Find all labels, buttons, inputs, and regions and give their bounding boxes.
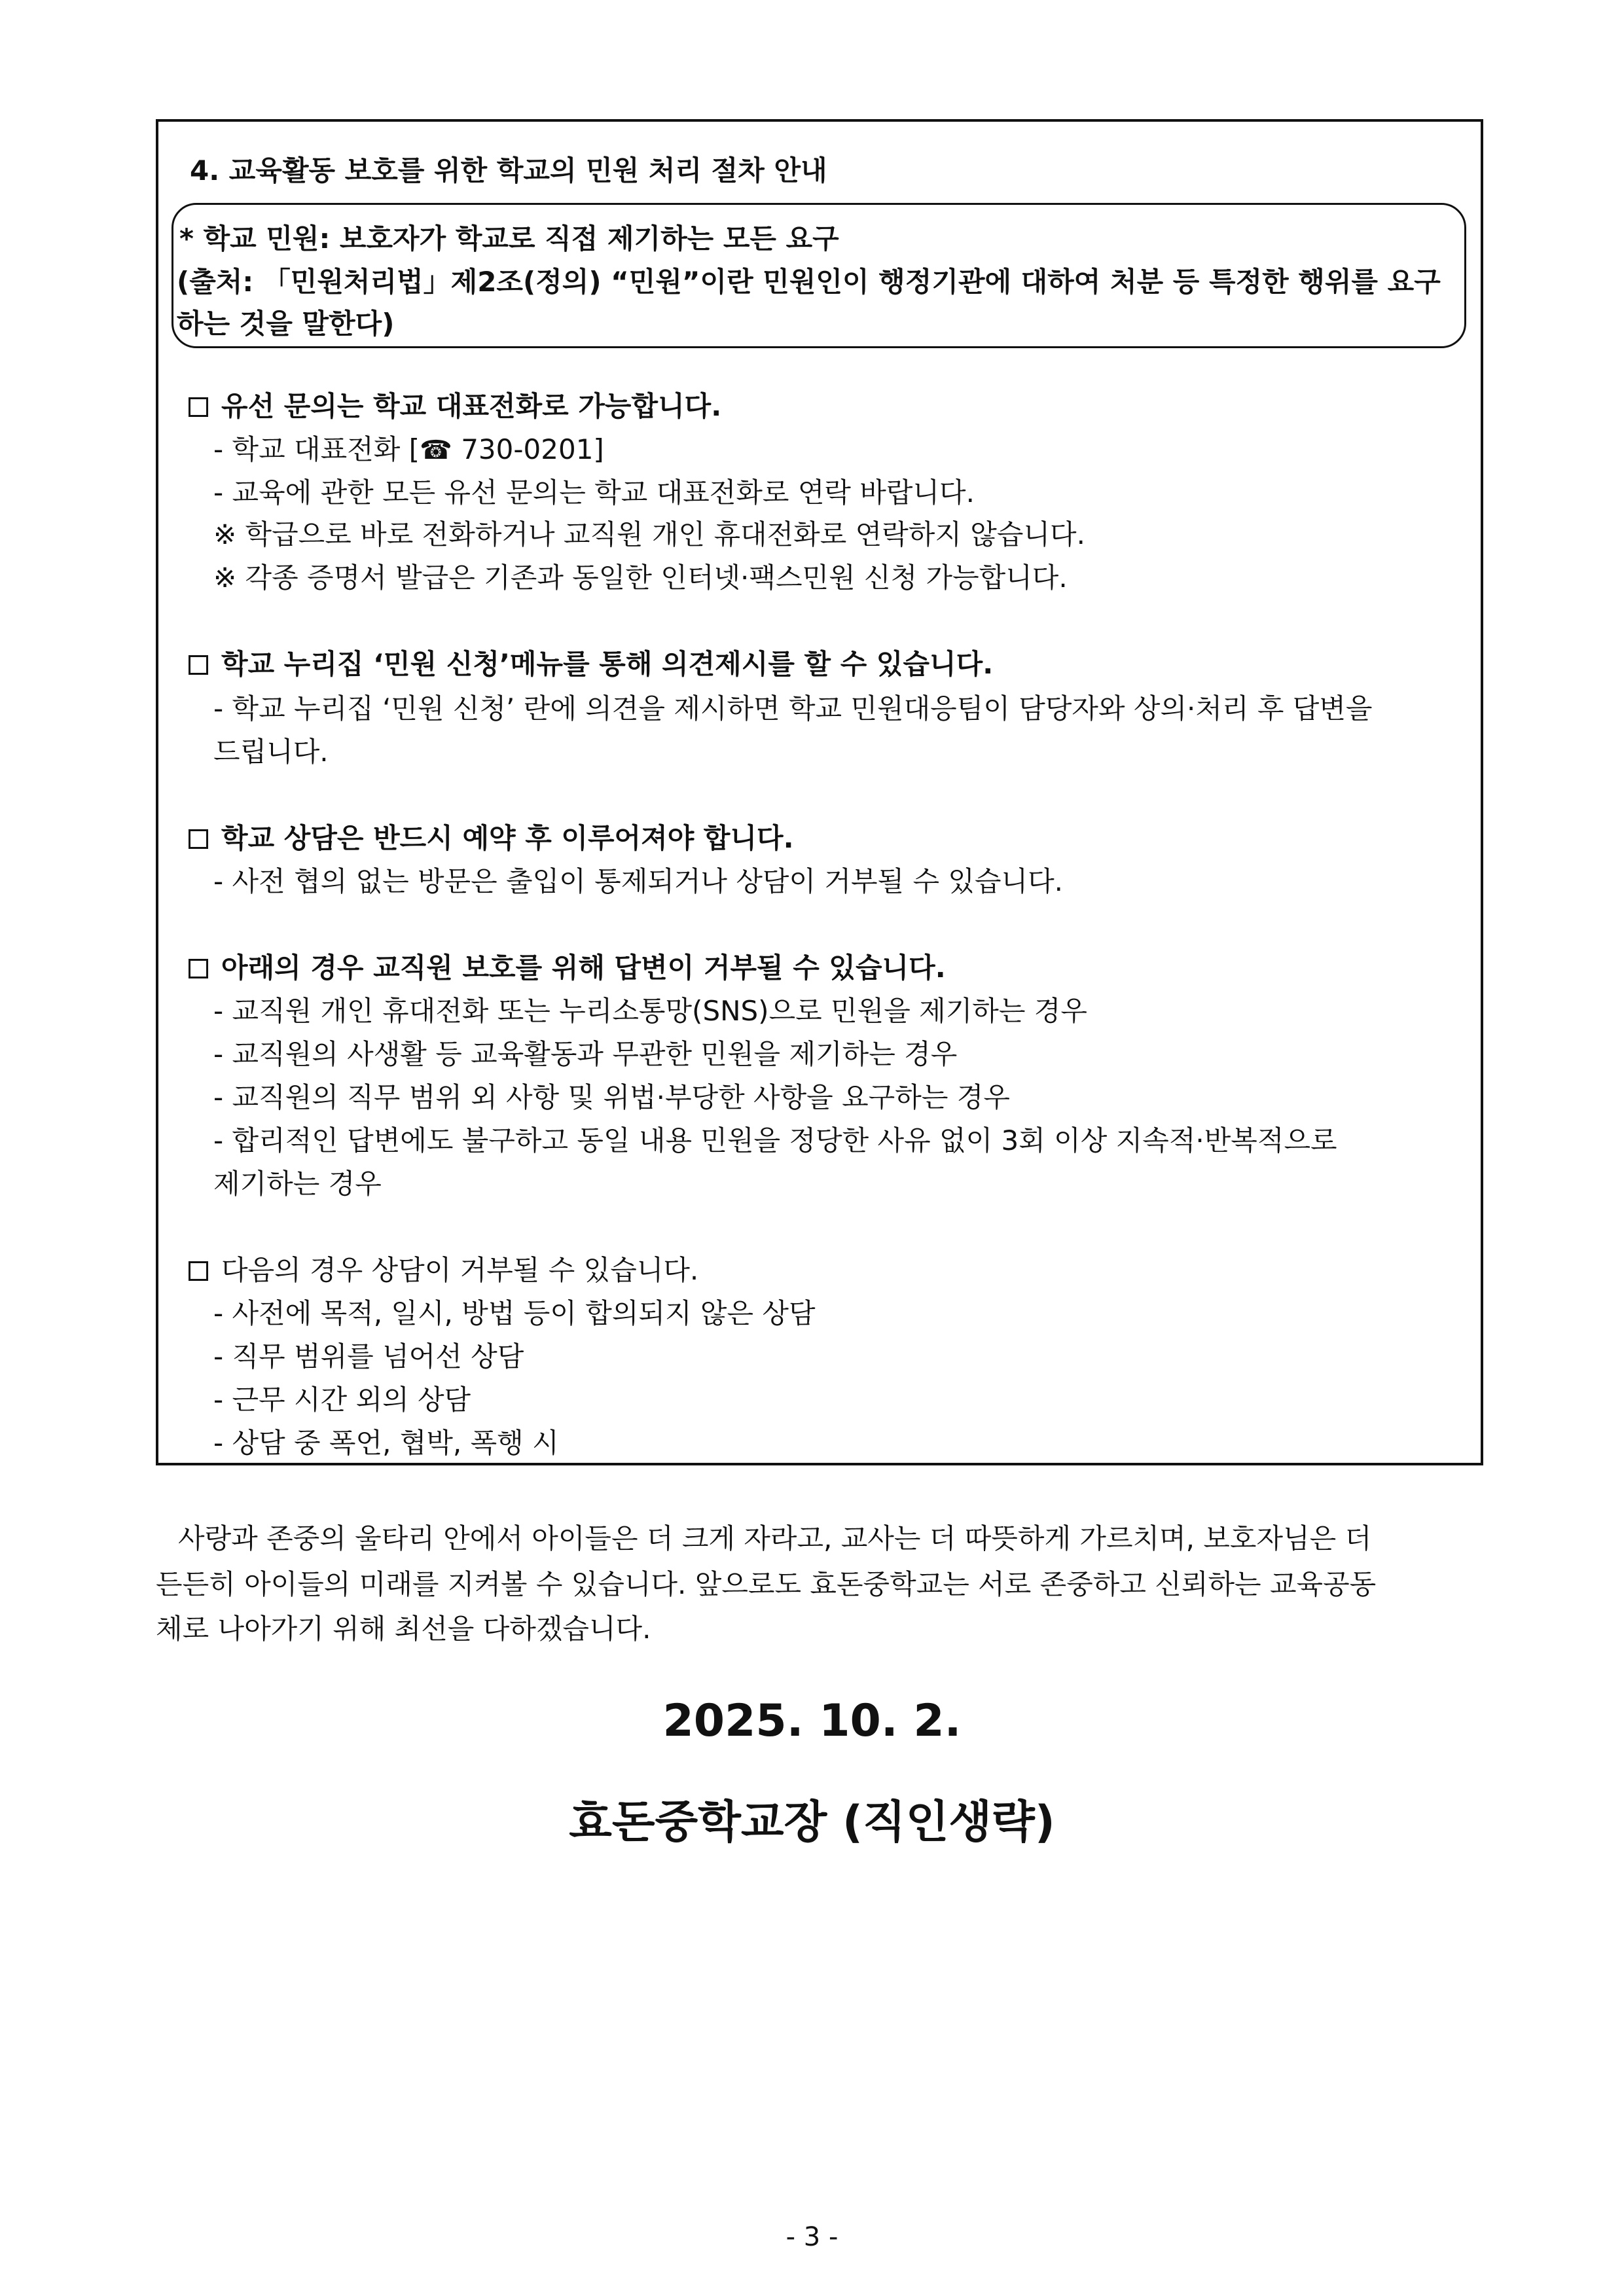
- list-item: - 사전 협의 없는 방문은 출입이 통제되거나 상담이 거부될 수 있습니다.: [213, 865, 1064, 897]
- list-item: - 직무 범위를 넘어선 상담: [213, 1340, 524, 1372]
- closing-line: 든든히 아이들의 미래를 지켜볼 수 있습니다. 앞으로도 효돈중학교는 서로 존중하고 신뢰하는 교육공동: [156, 1568, 1377, 1600]
- closing-line: 체로 나아가기 위해 최선을 다하겠습니다.: [156, 1613, 651, 1645]
- list-item: 제기하는 경우: [213, 1168, 382, 1200]
- note-line: 하는 것을 말한다): [177, 308, 395, 340]
- list-item: ※ 각종 증명서 발급은 기존과 동일한 인터넷·팩스민원 신청 가능합니다.: [213, 562, 1068, 594]
- list-item: ※ 학급으로 바로 전화하거나 교직원 개인 휴대전화로 연락하지 않습니다.: [213, 518, 1085, 550]
- closing-line: 사랑과 존중의 울타리 안에서 아이들은 더 크게 자라고, 교사는 더 따뜻하게 가르치며, 보호자님은 더: [178, 1522, 1372, 1554]
- group-header-phone: 유선 문의는 학교 대표전화로 가능합니다.: [189, 385, 721, 424]
- list-item: - 교육에 관한 모든 유선 문의는 학교 대표전화로 연락 바랍니다.: [213, 476, 975, 509]
- page-number: - 3 -: [785, 2222, 839, 2252]
- section-title: 4. 교육활동 보호를 위한 학교의 민원 처리 절차 안내: [190, 154, 827, 187]
- note-line: * 학교 민원: 보호자가 학교로 직접 제기하는 모든 요구: [179, 223, 839, 255]
- list-item: - 상담 중 폭언, 협박, 폭행 시: [213, 1427, 559, 1459]
- group-header-counsel-refusal: 다음의 경우 상담이 거부될 수 있습니다.: [189, 1249, 698, 1288]
- checkbox-square-icon: [189, 397, 208, 417]
- principal-signature: 효돈중학교장 (직인생략): [569, 1797, 1055, 1848]
- checkbox-square-icon: [189, 655, 208, 675]
- list-item: - 교직원 개인 휴대전화 또는 누리소통망(SNS)으로 민원을 제기하는 경우: [213, 995, 1087, 1027]
- phone-number-line: - 학교 대표전화 [☎ 730-0201]: [213, 433, 604, 465]
- list-item: - 근무 시간 외의 상담: [213, 1384, 471, 1416]
- checkbox-square-icon: [189, 959, 208, 978]
- list-item: - 합리적인 답변에도 불구하고 동일 내용 민원을 정당한 사유 없이 3회 이상 지속적·반복적으로: [213, 1124, 1337, 1157]
- checkbox-square-icon: [189, 1261, 208, 1281]
- list-item: - 학교 누리집 ‘민원 신청’ 란에 의견을 제시하면 학교 민원대응팀이 담당자와 상의·처리 후 답변을: [213, 692, 1373, 725]
- list-item: - 교직원의 직무 범위 외 사항 및 위법·부당한 사항을 요구하는 경우: [213, 1081, 1010, 1113]
- group-header-consultation: 학교 상담은 반드시 예약 후 이루어져야 합니다.: [189, 817, 794, 856]
- group-header-refusal: 아래의 경우 교직원 보호를 위해 답변이 거부될 수 있습니다.: [189, 946, 946, 986]
- list-item: - 교직원의 사생활 등 교육활동과 무관한 민원을 제기하는 경우: [213, 1038, 958, 1070]
- note-line: (출처: 「민원처리법」제2조(정의) “민원”이란 민원인이 행정기관에 대하여 처분 등 특정한 행위를 요구: [177, 266, 1441, 298]
- group-header-online: 학교 누리집 ‘민원 신청’메뉴를 통해 의견제시를 할 수 있습니다.: [189, 643, 993, 682]
- checkbox-square-icon: [189, 829, 208, 849]
- telephone-icon: ☎: [420, 435, 452, 465]
- document-date: 2025. 10. 2.: [662, 1695, 962, 1747]
- list-item: 드립니다.: [213, 736, 329, 768]
- list-item: - 사전에 목적, 일시, 방법 등이 합의되지 않은 상담: [213, 1297, 816, 1329]
